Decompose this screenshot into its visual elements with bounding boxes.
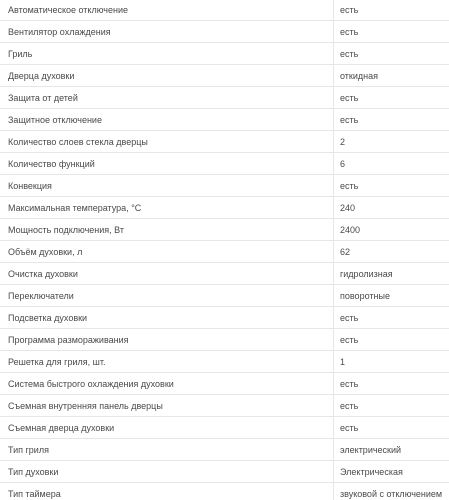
spec-value: 62 [340, 246, 351, 257]
spec-value: есть [340, 422, 359, 433]
spec-value: есть [340, 92, 359, 103]
spec-value: гидролизная [340, 268, 393, 279]
spec-row [0, 417, 449, 439]
spec-row [0, 43, 449, 65]
spec-name: Система быстрого охлаждения духовки [0, 373, 334, 394]
spec-name: Максимальная температура, °С [0, 197, 334, 218]
spec-value: есть [340, 334, 359, 345]
spec-value: есть [340, 180, 359, 191]
spec-name: Дверца духовки [0, 65, 334, 86]
spec-row [0, 285, 449, 307]
spec-row [0, 483, 449, 500]
spec-value: 2400 [340, 224, 361, 235]
spec-row [0, 395, 449, 417]
spec-name: Количество слоев стекла дверцы [0, 131, 334, 152]
spec-row [0, 197, 449, 219]
spec-name: Защитное отключение [0, 109, 334, 130]
spec-row [0, 175, 449, 197]
spec-name: Съемная внутренняя панель дверцы [0, 395, 334, 416]
spec-name: Объём духовки, л [0, 241, 334, 262]
spec-row [0, 131, 449, 153]
spec-row [0, 241, 449, 263]
spec-value: есть [340, 48, 359, 59]
spec-row [0, 351, 449, 373]
spec-name: Вентилятор охлаждения [0, 21, 334, 42]
spec-row [0, 329, 449, 351]
spec-value: есть [340, 114, 359, 125]
spec-value: есть [340, 4, 359, 15]
spec-value: Электрическая [340, 466, 403, 477]
spec-value: звуковой с отключением [340, 488, 443, 499]
spec-row [0, 153, 449, 175]
spec-name: Переключатели [0, 285, 334, 306]
spec-value: есть [340, 378, 359, 389]
spec-row [0, 461, 449, 483]
spec-row [0, 439, 449, 461]
spec-name: Подсветка духовки [0, 307, 334, 328]
spec-row [0, 87, 449, 109]
spec-row [0, 307, 449, 329]
spec-value: есть [340, 312, 359, 323]
spec-value: 1 [340, 356, 346, 367]
spec-row [0, 263, 449, 285]
spec-name: Решетка для гриля, шт. [0, 351, 334, 372]
spec-row [0, 65, 449, 87]
spec-row [0, 21, 449, 43]
spec-name: Количество функций [0, 153, 334, 174]
spec-name: Тип духовки [0, 461, 334, 482]
spec-row [0, 373, 449, 395]
spec-row [0, 0, 449, 21]
spec-value: есть [340, 400, 359, 411]
spec-name: Мощность подключения, Вт [0, 219, 334, 240]
spec-value: 2 [340, 136, 346, 147]
spec-name: Съемная дверца духовки [0, 417, 334, 438]
spec-value: 240 [340, 202, 356, 213]
spec-value: поворотные [340, 290, 390, 301]
spec-name: Защита от детей [0, 87, 334, 108]
spec-name: Конвекция [0, 175, 334, 196]
spec-value: 6 [340, 158, 346, 169]
spec-value: электрический [340, 444, 402, 455]
spec-name: Гриль [0, 43, 334, 64]
spec-value: откидная [340, 70, 378, 81]
spec-name: Очистка духовки [0, 263, 334, 284]
spec-name: Тип гриля [0, 439, 334, 460]
spec-name: Тип таймера [0, 483, 334, 500]
spec-name: Программа размораживания [0, 329, 334, 350]
spec-value: есть [340, 26, 359, 37]
spec-name: Автоматическое отключение [0, 0, 334, 20]
spec-row [0, 219, 449, 241]
spec-row [0, 109, 449, 131]
